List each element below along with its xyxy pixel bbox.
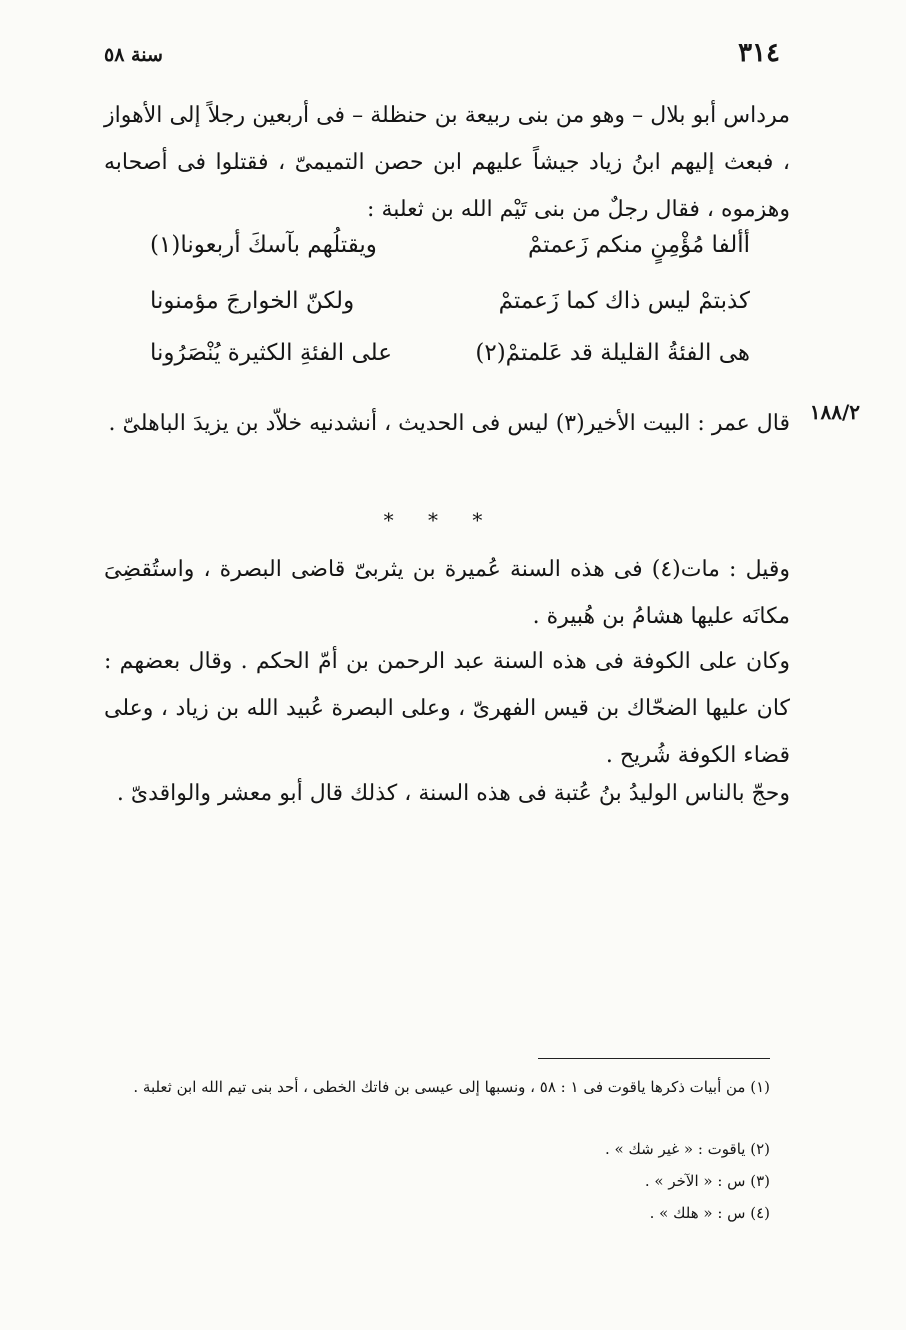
footnote-rule (538, 1058, 770, 1059)
footnote-4: (٤) س : « هلك » . (649, 1204, 770, 1222)
verse-line-3 (150, 340, 750, 396)
verse-3-second-hemistich: على الفئةِ الكثيرة يُنْصَرُونا (150, 340, 392, 366)
page-number: ٣١٤ (738, 38, 780, 68)
verse-line-2 (150, 288, 750, 344)
paragraph-note: قال عمر : البيت الأخير(٣) ليس فى الحديث ، أنشدنيه خلاّد بن يزيدَ الباهلىّ . (108, 411, 790, 436)
paragraph-intro: مرداس أبو بلال – وهو من بنى ربيعة بن حنظلة – فى أربعين رجلاً إلى الأهواز ، فبعث إليهم ابنُ زياد جيشاً عليهم ابن حصن التميمىّ ، فقتلوا فى أصحابه وهزموه ، فقال رجلٌ من بنى تَيْم الله بن ثعلبة : (104, 103, 790, 222)
verse-2-first-hemistich: كذبتمْ ليس ذاك كما زَعمتمْ (498, 288, 750, 314)
footnote-2: (٢) ياقوت : « غير شك » . (605, 1140, 770, 1158)
footnote-3: (٣) س : « الآخر » . (644, 1172, 770, 1190)
margin-reference: ١٨٨/٢ (809, 400, 860, 424)
verse-2-second-hemistich: ولكنّ الخوارجَ مؤمنونا (150, 288, 355, 314)
paragraph-pilgrimage: وحجّ بالناس الوليدُ بنُ عُتبة فى هذه السنة ، كذلك قال أبو معشر والواقدىّ . (116, 781, 790, 806)
running-header-year: سنة ٥٨ (104, 44, 163, 66)
footnote-1: (١) من أبيات ذكرها ياقوت فى ١ : ٥٨ ، ونسبها إلى عيسى بن فاتك الخطى ، أحد بنى تيم الله ابن ثعلبة . (133, 1078, 770, 1096)
paragraph-death: وقيل : مات(٤) فى هذه السنة عُميرة بن يثربىّ قاضى البصرة ، واستُقضِىَ مكانَه عليها هشامُ بن هُبيرة . (104, 557, 791, 629)
verse-1-second-hemistich: ويقتلُهم بآسكَ أربعونا(١) (150, 232, 377, 258)
section-separator: * * * (383, 508, 497, 532)
verse-1-first-hemistich: أألفا مُؤْمِنٍ منكم زَعمتمْ (527, 232, 750, 258)
verse-3-first-hemistich: هى الفئةُ القليلة قد عَلمتمْ(٢) (475, 340, 750, 366)
paragraph-governors: وكان على الكوفة فى هذه السنة عبد الرحمن بن أمّ الحكم . وقال بعضهم : كان عليها الضحّاك بن قيس الفهرىّ ، وعلى البصرة عُبيد الله بن زياد ، وعلى قضاء الكوفة شُريح . (104, 649, 790, 768)
verse-line-1 (150, 232, 750, 288)
